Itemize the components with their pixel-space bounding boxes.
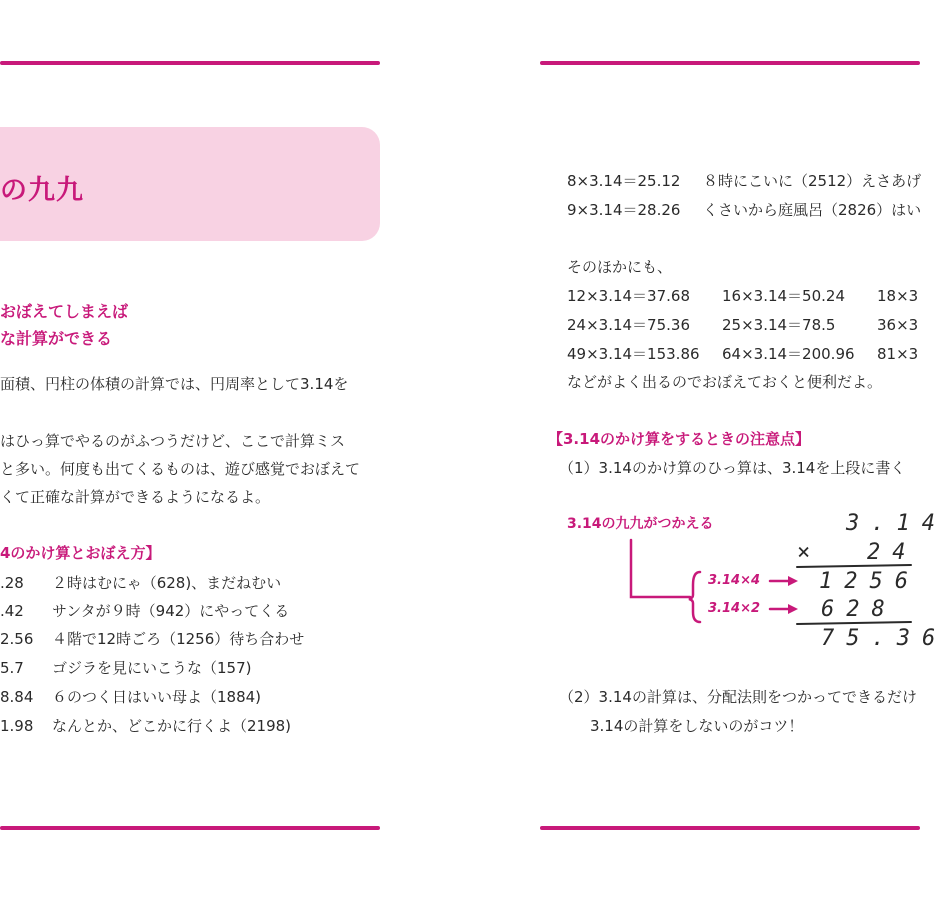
note-2-line-2: 3.14の計算をしないのがコツ！ [590,717,804,735]
partial-label-b: 3.14×2 [708,601,761,616]
table-mnemonic-4: ゴジラを見にいこうな（157) [52,659,252,677]
grid-cell: 81×3 [877,345,919,363]
partial-product-2: 628 [821,597,897,622]
grid-cell: 49×3.14＝153.86 [567,345,700,363]
note-2-line-1: （2）3.14の計算は、分配法則をつかってできるだけ [559,688,917,706]
table-calc-5: 8.84 [0,688,34,706]
sum-line-1 [797,565,911,567]
table-calc-6: 1.98 [0,717,34,735]
table-mnemonic-1: ２時はむにゃ（628)、まだねむい [52,574,282,592]
right-bottom-rule [540,826,920,830]
paragraph-line-1: 面積、円柱の体積の計算では、円周率として3.14を [0,375,349,393]
top-line-calc-2: 9×3.14＝28.26 [567,201,681,219]
top-line-mnemonic-1: ８時にこいに（2512）えさあげ [703,172,922,190]
multiplier: 24 [867,540,918,565]
grid-cell: 12×3.14＝37.68 [567,287,690,305]
diagram-caption: 3.14の九九がつかえる [567,516,714,532]
top-line-calc-1: 8×3.14＝25.12 [567,172,681,190]
partial-label-a: 3.14×4 [708,573,761,588]
grid-cell: 16×3.14＝50.24 [722,287,845,305]
paragraph-line-4: くて正確な計算ができるようになるよ。 [0,488,271,506]
left-bottom-rule [0,826,380,830]
section-heading: 4のかけ算とおぼえ方】 [0,544,161,562]
table-calc-1: .28 [0,574,24,592]
note-1: （1）3.14のかけ算のひっ算は、3.14を上段に書く [559,459,906,477]
brace-shape [689,572,700,622]
also-outro: などがよく出るのでおぼえておくと便利だよ。 [567,373,883,391]
grid-cell: 36×3 [877,316,919,334]
paragraph-line-2: はひっ算でやるのがふつうだけど、ここで計算ミス [0,432,346,450]
connector-elbow [631,540,690,597]
grid-cell: 64×3.14＝200.96 [722,345,855,363]
multiply-sign: × [797,540,823,565]
table-calc-4: 5.7 [0,659,24,677]
arrow-b-head [788,604,798,614]
subtitle-line-2: な計算ができる [0,329,113,348]
paragraph-line-3: と多い。何度も出てくるものは、遊び感覚でおぼえて [0,460,361,478]
arrow-a-head [788,576,798,586]
partial-product-1: 1256 [819,569,920,594]
notes-heading: 【3.14のかけ算をするときの注意点】 [548,430,811,448]
table-calc-3: 2.56 [0,630,34,648]
table-calc-2: .42 [0,602,24,620]
table-mnemonic-3: ４階で12時ごろ（1256）待ち合わせ [52,630,305,648]
table-mnemonic-2: サンタが９時（942）にやってくる [52,602,290,620]
grid-cell: 24×3.14＝75.36 [567,316,690,334]
grid-cell: 18×3 [877,287,919,305]
multiplicand: 3.14 [846,511,947,536]
grid-cell: 25×3.14＝78.5 [722,316,836,334]
table-mnemonic-5: ６のつく日はいい母よ（1884) [52,688,262,706]
left-top-rule [0,61,380,65]
sum-line-2 [797,622,911,624]
final-product: 75.36 [821,626,947,651]
table-mnemonic-6: なんとか、どこかに行くよ（2198) [52,717,292,735]
right-top-rule [540,61,920,65]
page-title: の九九 [0,175,84,206]
subtitle-line-1: おぼえてしまえば [0,302,129,321]
top-line-mnemonic-2: くさいから庭風呂（2826）はい [703,201,922,219]
also-intro: そのほかにも、 [567,258,673,276]
